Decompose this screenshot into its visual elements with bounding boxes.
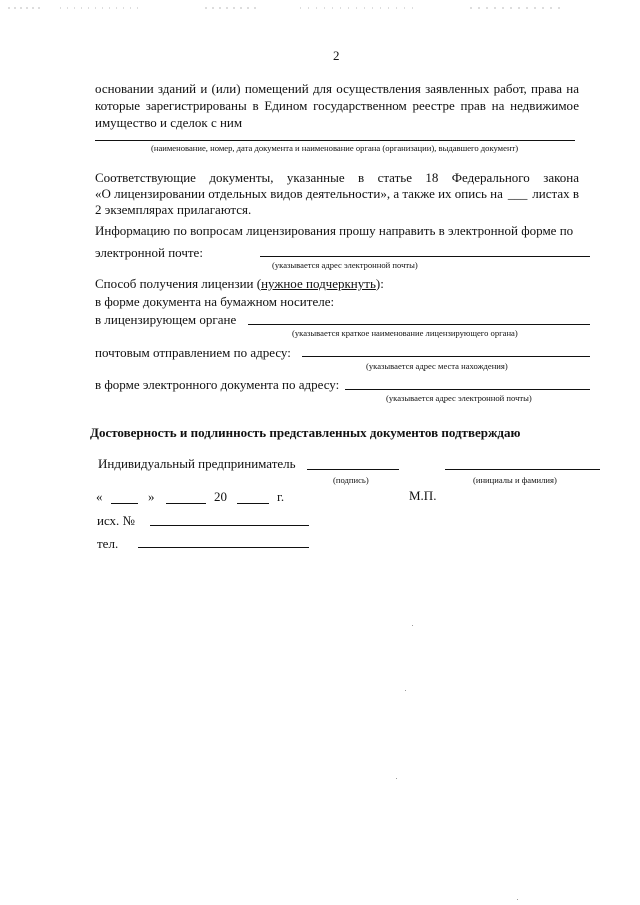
attached-line-3: 2 экземплярах прилагаются.: [95, 202, 252, 217]
receipt-underlined: нужное подчеркнуть: [261, 276, 376, 291]
doc-line: [95, 140, 575, 141]
phone-label: тел.: [97, 536, 119, 551]
info-line-2: электронной почте:: [95, 245, 203, 260]
year-suffix: г.: [277, 489, 285, 504]
name-caption: (инициалы и фамилия): [473, 475, 557, 485]
authority-caption: (указывается краткое наименование лицензирующего органа): [292, 328, 518, 338]
sign-caption: (подпись): [333, 475, 369, 485]
month-line: [166, 503, 206, 504]
electronic-label: в форме электронного документа по адресу:: [95, 377, 340, 392]
confirmation-text: Достоверность и подлинность представленных документов подтверждаю: [90, 425, 521, 440]
page-number: 2: [333, 48, 340, 63]
attached-line-2-text: «О лицензировании отдельных видов деятельности», а также их опись на: [95, 186, 503, 201]
electronic-caption: (указывается адрес электронной почты): [386, 393, 532, 403]
stamp-label: М.П.: [409, 488, 437, 503]
scan-speck: [405, 690, 406, 691]
sheets-blank: ___: [507, 186, 528, 201]
name-line: [445, 469, 600, 470]
scan-speck: [517, 899, 518, 900]
outgoing-number-label: исх. №: [97, 513, 135, 528]
receipt-label-end: ):: [375, 276, 384, 291]
scan-speck: [412, 625, 413, 626]
intro-line-1: основании зданий и (или) помещений для осуществления заявленных работ, права на: [95, 81, 579, 96]
phone-line: [138, 547, 309, 548]
email-caption: (указывается адрес электронной почты): [272, 260, 418, 270]
outgoing-number-line: [150, 525, 309, 526]
quote-close: »: [148, 489, 155, 504]
attached-line-2-end: листах в: [532, 186, 579, 201]
post-line: [302, 356, 590, 357]
receipt-label-start: Способ получения лицензии (: [95, 276, 262, 291]
day-line: [111, 503, 138, 504]
attached-line-2: [95, 186, 579, 202]
receipt-label: [95, 276, 384, 292]
year-line: [237, 503, 269, 504]
doc-caption: (наименование, номер, дата документа и наименование органа (организации), выдавшего документ): [151, 143, 519, 153]
authority-line: [248, 324, 590, 325]
by-post-label: почтовым отправлением по адресу:: [95, 345, 291, 360]
attached-line-1: Соответствующие документы, указанные в статье 18 Федерального закона: [95, 170, 579, 185]
electronic-line: [345, 389, 590, 390]
info-line-1: Информацию по вопросам лицензирования прошу направить в электронной форме по: [95, 223, 574, 238]
email-line: [260, 256, 590, 257]
year-prefix: 20: [214, 489, 227, 504]
paper-form-label: в форме документа на бумажном носителе:: [95, 294, 335, 309]
post-caption: (указывается адрес места нахождения): [366, 361, 508, 371]
intro-line-3: имущество и сделок с ним: [95, 115, 243, 130]
scan-noise: [0, 6, 640, 10]
entrepreneur-label: Индивидуальный предприниматель: [98, 456, 296, 471]
quote-open: «: [96, 489, 103, 504]
signature-line: [307, 469, 399, 470]
in-authority-label: в лицензирующем органе: [95, 312, 237, 327]
scan-speck: [396, 778, 397, 779]
intro-line-2: которые зарегистрированы в Едином государственном реестре прав на недвижимое: [95, 98, 579, 113]
